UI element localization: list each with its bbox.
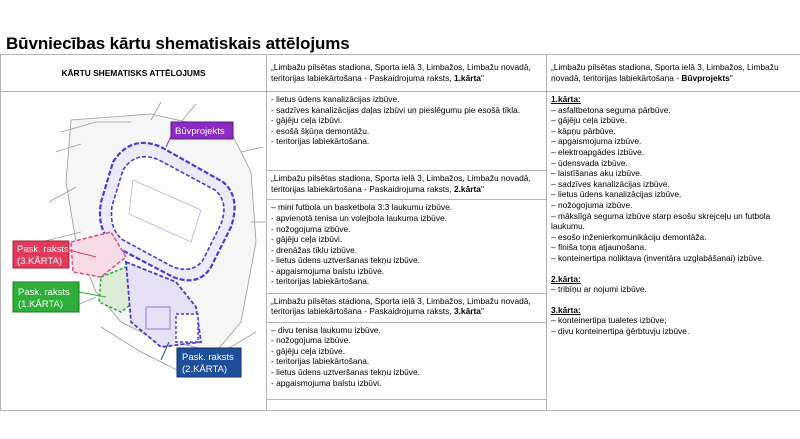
buvprojekts-section-list	[551, 315, 796, 336]
stage1-items-cell	[267, 92, 547, 171]
label-stage1-line1: Pask. raksts	[18, 287, 70, 298]
site-plan-map	[1, 92, 267, 410]
label-stage1	[13, 282, 79, 312]
list-item: – laistīšanas aku izbūve.	[551, 168, 643, 179]
label-stage3	[13, 241, 69, 268]
header-buvprojekts	[547, 55, 800, 92]
list-item: - apvienotā tenisa un volejbola laukuma izbūve.	[271, 212, 447, 223]
stages-table	[0, 54, 800, 411]
label-stage1-line2: (1.KĀRTA)	[18, 299, 64, 310]
list-item: – apgaismojuma izbūve.	[551, 136, 642, 147]
header-stage1-prefix: „Limbažu pilsētas stadiona, Sporta ielā 3, Limbažos, Limbažu novadā, teritorijas labiekārtošana - Paskaidrojuma raksts,	[271, 62, 531, 83]
list-item: – mini futbola un basketbola 3:3 laukumu izbūve.	[271, 202, 453, 213]
header-stage1	[267, 55, 547, 92]
stage3-items-cell	[267, 322, 547, 399]
label-buvprojekts-text: Būvprojekts	[175, 126, 225, 137]
buvprojekts-section-list	[551, 284, 796, 295]
section-gap	[551, 295, 796, 305]
list-item: – tribīņu ar nojumi izbūve.	[551, 284, 647, 295]
list-item: - sadzīves kanalizācijas daļas izbūvi un pieslēgumu pie esošā tīkla.	[271, 104, 521, 115]
list-item: - lietus ūdens uztveršanas tekņu izbūve.	[271, 367, 420, 378]
list-item: – kāpņu pārbūve.	[551, 125, 616, 136]
header-schematic	[1, 55, 267, 92]
stage2-header-suffix: "	[480, 183, 484, 194]
header-stage1-suffix: "	[480, 73, 484, 83]
label-stage2-line2: (2.KĀRTA)	[182, 364, 228, 375]
buvprojekts-section-title: 1.kārta:	[551, 94, 581, 104]
list-item: – konteinertipa tualetes izbūve;	[551, 315, 667, 326]
buvprojekts-section-list	[551, 105, 796, 264]
buvprojekts-sections	[551, 94, 796, 336]
list-item: - gājēju ceļa izbūvi.	[271, 115, 343, 126]
list-item: - gājēju ceļa izbūve.	[271, 345, 346, 356]
buvprojekts-section-title: 2.kārta:	[551, 273, 581, 284]
stage3-items-list	[271, 325, 542, 389]
list-item: - esošā šķūņa demontāžu.	[271, 125, 370, 136]
list-item: – divu tenisa laukumu izbūve.	[271, 324, 381, 335]
page-title: Būvniecības kārtu shematiskais attēlojums	[6, 34, 350, 53]
stage1-items-list	[271, 94, 542, 147]
list-item: - teritorijas labiekārtošana.	[271, 276, 370, 287]
list-item: – finiša toņa atjaunošana.	[551, 242, 647, 253]
header-buvprojekts-prefix: „Limbažu pilsētas stadiona, Sporta ielā 3, Limbažos, Limbažu novadā, teritorijas labiekārtošana -	[551, 62, 779, 83]
list-item: - gājēju ceļa izbūvi.	[271, 234, 343, 245]
empty-cell	[267, 399, 547, 410]
buvprojekts-section-title: 3.kārta:	[551, 304, 581, 315]
section-gap	[551, 264, 796, 274]
list-item: – divu konteinertipa ģērbtuvju izbūve.	[551, 325, 690, 336]
list-item: – lietus ūdens kanalizācijas izbūve.	[551, 189, 682, 200]
list-item: – elektroapgādes izbūve.	[551, 146, 645, 157]
list-item: – mākslīgā seguma izbūve starp esošu skrejceļu un futbola laukumu.	[551, 210, 771, 232]
list-item: - teritorijas labiekārtošana.	[271, 136, 370, 147]
buvprojekts-cell	[547, 92, 800, 411]
list-item: – gājēju ceļa izbūve.	[551, 115, 627, 126]
stage3-header-suffix: "	[480, 306, 484, 317]
label-stage2	[177, 348, 241, 377]
stage3-header-cell	[267, 293, 547, 322]
header-buvprojekts-suffix: "	[729, 73, 733, 83]
list-item: – sadzīves kanalizācijas izbūve.	[551, 178, 670, 189]
stage3-header-prefix: „Limbažu pilsētas stadiona, Sporta ielā 3, Limbažos, Limbažu novadā, teritorijas labiekārtošana - Paskaidrojuma raksts,	[271, 295, 531, 317]
list-item: – nožogojuma izbūve.	[551, 199, 633, 210]
label-stage3-line1: Pask. raksts	[17, 244, 69, 255]
header-schematic-label: KĀRTU SHEMATISKS ATTĒLOJUMS	[61, 67, 206, 78]
header-buvprojekts-bold: Būvprojekts	[681, 73, 730, 83]
stage2-header-cell	[267, 171, 547, 200]
list-item: – konteinertipa noliktava (inventāra uzglabāšanai) izbūve.	[551, 252, 765, 263]
stage2-header-bold: 2.kārta	[453, 183, 481, 194]
list-item: - nožogojuma izbūve.	[271, 335, 351, 346]
stage2-header-prefix: „Limbažu pilsētas stadiona, Sporta ielā 3, Limbažos, Limbažu novadā, teritorijas labiekārtošana - Paskaidrojuma raksts,	[271, 173, 531, 194]
label-buvprojekts	[171, 122, 233, 139]
list-item: - apgaismojuma balstu izbūve.	[271, 265, 385, 276]
label-stage3-line2: (3.KĀRTA)	[17, 256, 63, 267]
list-item: – esošo inženierkomunikāciju demontāža.	[551, 231, 707, 242]
list-item: – ūdensvada izbūve.	[551, 157, 628, 168]
list-item: - lietus ūdens kanalizācijas izbūve.	[271, 94, 400, 104]
stage2-items-cell	[267, 200, 547, 293]
list-item: - lietus ūdens uztveršanas tekņu izbūve.	[271, 255, 420, 266]
list-item: - teritorijas labiekārtošana.	[271, 356, 370, 367]
schematic-map-cell	[1, 92, 267, 411]
header-stage1-bold: 1.kārta	[453, 73, 481, 83]
stage3-header-bold: 3.kārta	[453, 306, 481, 317]
stage2-items-list	[271, 202, 542, 287]
list-item: - nožogojuma izbūve.	[271, 223, 351, 234]
list-item: - apgaismojuma balstu izbūvi.	[271, 377, 382, 388]
list-item: - drenāžas tīklu izbūve.	[271, 244, 358, 255]
list-item: – asfaltbetona seguma pārbūve.	[551, 104, 671, 115]
label-stage2-line1: Pask. raksts	[182, 352, 234, 363]
